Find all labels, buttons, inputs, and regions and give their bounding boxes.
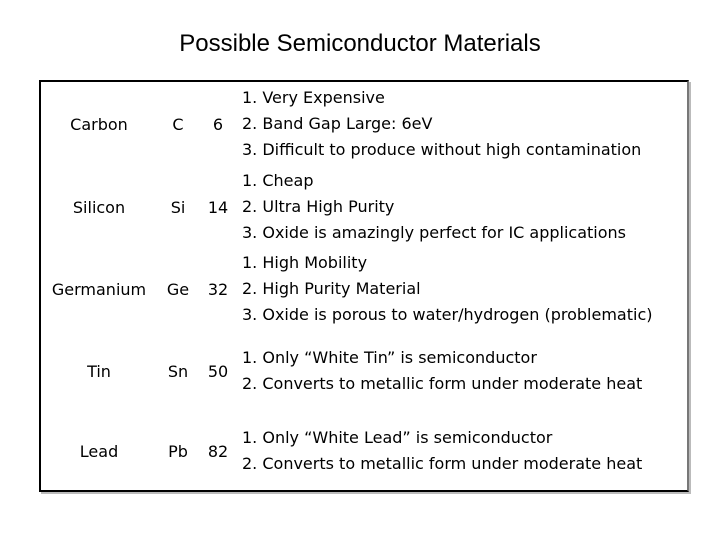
table-row-tin — [41, 330, 687, 412]
material-name: Silicon — [72, 197, 126, 217]
note-item: 3. Oxide is amazingly perfect for IC applications — [242, 223, 627, 242]
note-item: 3. Oxide is porous to water/hydrogen (problematic) — [242, 305, 653, 324]
element-symbol: Pb — [168, 441, 188, 461]
note-item: 1. Cheap — [242, 171, 314, 190]
table-row-lead — [41, 412, 687, 490]
note-item: 1. Very Expensive — [242, 88, 385, 107]
note-item: 3. Difficult to produce without high contamination — [242, 140, 642, 159]
notes-list — [240, 82, 687, 166]
table-row-silicon — [41, 166, 687, 248]
materials-table — [39, 80, 689, 492]
note-item: 2. Band Gap Large: 6eV — [242, 114, 433, 133]
atomic-number: 50 — [207, 361, 229, 381]
atomic-number: 82 — [207, 441, 229, 461]
note-item: 1. Only “White Lead” is semiconductor — [242, 428, 553, 447]
table-row-carbon — [41, 82, 687, 166]
notes-list — [240, 248, 687, 330]
material-name: Lead — [79, 441, 119, 461]
notes-list — [240, 412, 687, 490]
note-item: 1. Only “White Tin” is semiconductor — [242, 348, 537, 367]
note-item: 2. Converts to metallic form under moderate heat — [242, 374, 643, 393]
atomic-number: 32 — [207, 279, 229, 299]
note-item: 2. Converts to metallic form under moderate heat — [242, 454, 643, 473]
table-row-germanium — [41, 248, 687, 330]
atomic-number: 14 — [207, 197, 229, 217]
note-item: 2. High Purity Material — [242, 279, 421, 298]
element-symbol: Si — [170, 197, 186, 217]
material-name: Germanium — [51, 279, 147, 299]
notes-list — [240, 166, 687, 248]
material-name: Carbon — [70, 114, 128, 134]
note-item: 2. Ultra High Purity — [242, 197, 395, 216]
atomic-number: 6 — [212, 114, 224, 134]
notes-list — [240, 330, 687, 412]
material-name: Tin — [87, 361, 111, 381]
element-symbol: C — [172, 114, 184, 134]
note-item: 1. High Mobility — [242, 253, 368, 272]
element-symbol: Ge — [166, 279, 190, 299]
element-symbol: Sn — [167, 361, 189, 381]
page-title: Possible Semiconductor Materials — [179, 30, 541, 57]
